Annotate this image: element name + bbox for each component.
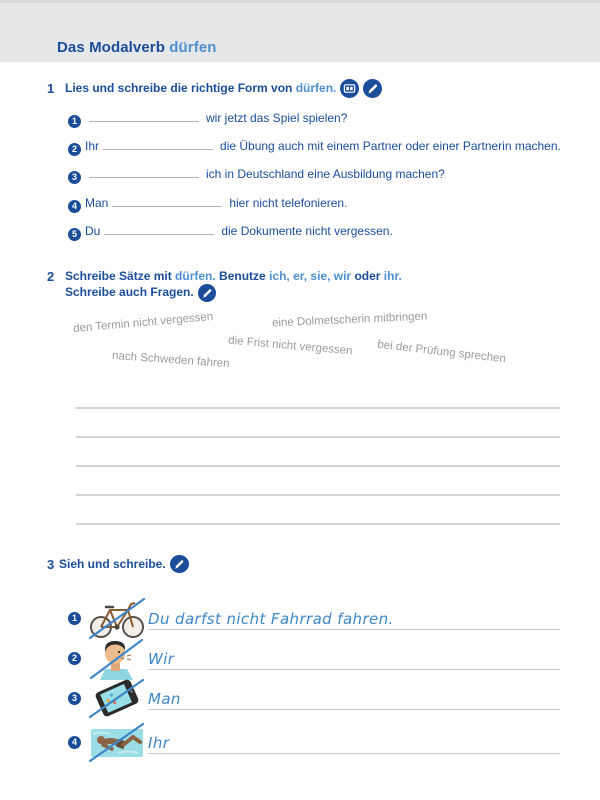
fill-in-item [68, 195, 560, 211]
smartphone-crossed-image [88, 676, 146, 720]
exercise2-instruction: Schreibe Sätze mit dürfen. Benutze ich, er, sie, wir oder ihr. Schreibe auch Fragen. [65, 269, 402, 302]
picture-sentence-item [68, 596, 560, 640]
answer-blank [103, 138, 213, 150]
answer-line [148, 724, 560, 754]
fill-in-item [68, 138, 560, 154]
answer-blank [112, 195, 222, 207]
bicycle-crossed-image [88, 596, 146, 640]
exercise1-header [47, 79, 382, 98]
sentence-text: wir jetzt das Spiel spielen? [206, 111, 348, 125]
exercise3-number: 3 [47, 556, 55, 572]
word-chip: bei der Prüfung sprechen [376, 338, 507, 366]
sentence-text: hier nicht telefonieren. [229, 196, 348, 210]
item-number-badge: 4 [68, 736, 81, 749]
item-number-badge: 2 [68, 652, 81, 665]
sentence-start: Ihr [85, 139, 100, 153]
picture-sentence-item [68, 676, 560, 720]
writing-line [76, 465, 560, 467]
pencil-icon [363, 79, 382, 98]
item-number-badge: 2 [68, 143, 81, 156]
writing-line [76, 494, 560, 496]
item-number-badge: 4 [68, 200, 81, 213]
answer-blank [104, 223, 214, 235]
header-top-strip [0, 0, 600, 3]
sentence-start: Du [85, 224, 101, 238]
item-number-badge: 3 [68, 692, 81, 705]
page-title [57, 39, 217, 56]
sentence-start: Man [85, 196, 109, 210]
writing-line [76, 523, 560, 525]
word-chip: nach Schweden fahren [111, 349, 230, 371]
word-chip: eine Dolmetscherin mitbringen [271, 310, 428, 330]
item-number-badge: 5 [68, 228, 81, 241]
answer-blank [89, 110, 199, 122]
sentence-text: ich in Deutschland eine Ausbildung machen? [206, 167, 445, 181]
writing-line [76, 407, 560, 409]
exercise2-number: 2 [47, 269, 55, 284]
answer-blank [89, 166, 199, 178]
read-book-icon [340, 79, 359, 98]
picture-sentence-item [68, 636, 560, 680]
answer-line [148, 640, 560, 670]
exercise1-instruction: Lies und schreibe die richtige Form von dürfen. [65, 81, 337, 95]
page-title-dark: Das Modalverb [57, 39, 165, 56]
picture-sentence-item [68, 720, 560, 764]
sentence-text: die Dokumente nicht vergessen. [221, 224, 393, 238]
exercise2-header [47, 269, 402, 302]
item-number-badge: 1 [68, 612, 81, 625]
exercise1-number: 1 [47, 81, 55, 96]
handwriting-answer: Du darfst nicht Fahrrad fahren. [148, 610, 394, 628]
header-band [0, 0, 600, 62]
answer-line [148, 680, 560, 710]
answer-line [148, 600, 560, 630]
handwriting-answer: Wir [148, 650, 175, 668]
speaking-person-crossed-image [88, 636, 146, 680]
page-title-accent: dürfen [169, 39, 217, 56]
writing-line [76, 436, 560, 438]
item-number-badge: 3 [68, 171, 81, 184]
swimmer-crossed-image [88, 720, 146, 764]
word-chip: die Frist nicht vergessen [227, 334, 353, 358]
item-number-badge: 1 [68, 115, 81, 128]
sentence-text: die Übung auch mit einem Partner oder einer Partnerin machen. [220, 139, 561, 153]
fill-in-item [68, 223, 560, 239]
fill-in-item [68, 110, 560, 126]
word-chip: den Termin nicht vergessen [72, 310, 214, 336]
fill-in-item [68, 166, 560, 182]
exercise3-header [47, 555, 189, 573]
exercise3-instruction: Sieh und schreibe. [59, 556, 166, 571]
pencil-icon [198, 284, 216, 302]
handwriting-answer: Ihr [148, 734, 170, 752]
handwriting-answer: Man [148, 690, 181, 708]
pencil-icon [170, 555, 189, 573]
